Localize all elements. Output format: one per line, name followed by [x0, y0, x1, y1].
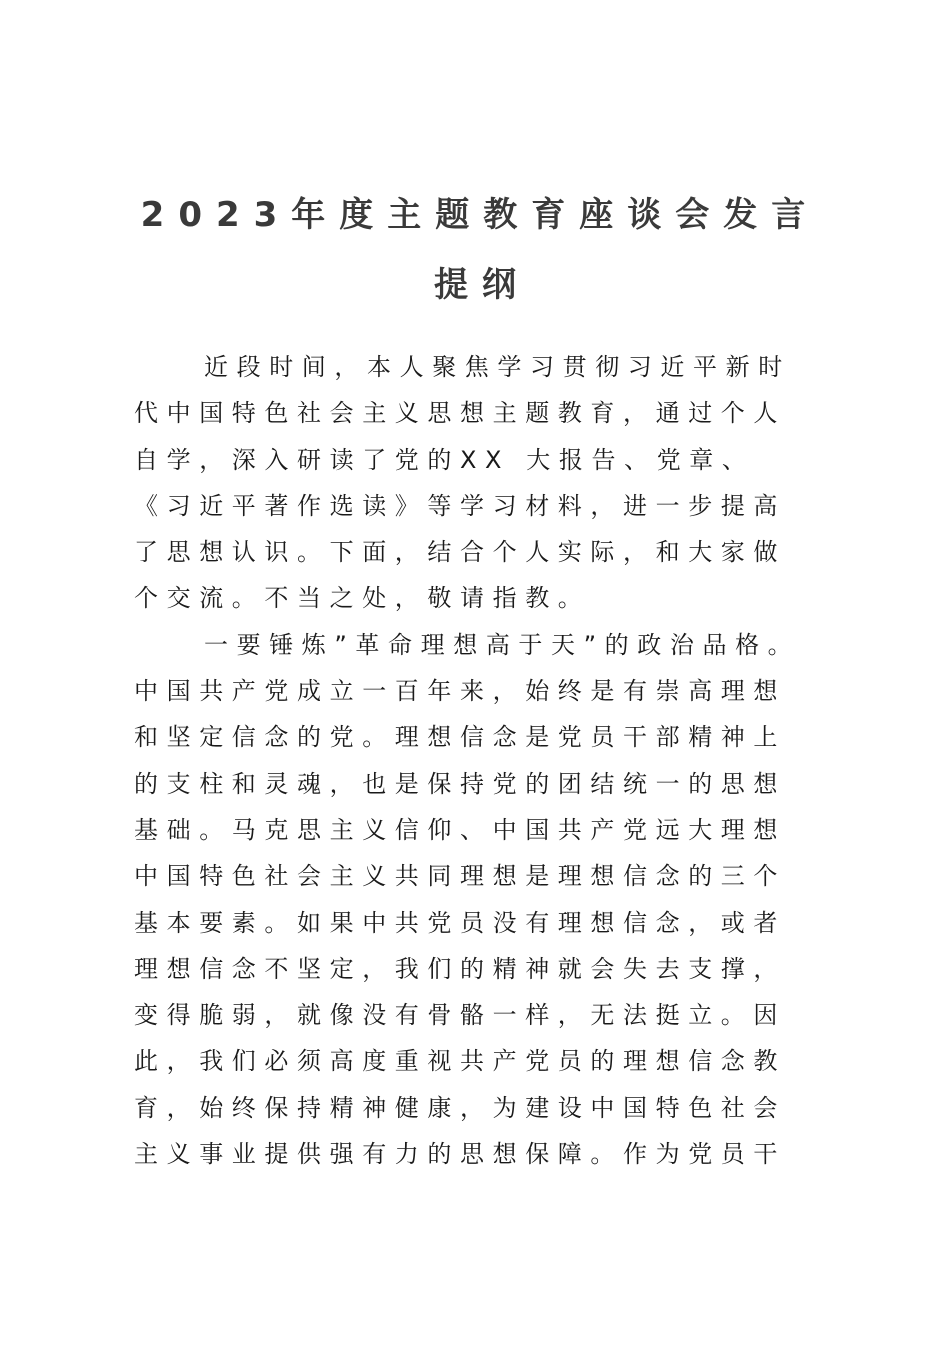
paragraph-2-line-1: 一要锤炼”革命理想高于天”的政治品格。 — [204, 630, 801, 659]
paragraph-2-line-6: 中国特色社会主义共同理想是理想信念的三个 — [134, 862, 786, 891]
paragraph-1-line-1: 近段时间，本人聚焦学习贯彻习近平新时 — [204, 353, 791, 381]
paragraph-1-line-2: 代中国特色社会主义思想主题教育，通过个人 — [134, 399, 786, 428]
paragraph-1-line-5: 了思想认识。下面，结合个人实际，和大家做 — [134, 538, 786, 567]
paragraph-2-line-8: 理想信念不坚定，我们的精神就会失去支撑， — [134, 954, 786, 983]
paragraph-1-line-4: 《习近平著作选读》等学习材料，进一步提高 — [134, 491, 786, 520]
document-body — [134, 344, 854, 1177]
paragraph-2-line-5: 基础。马克思主义信仰、中国共产党远大理想 — [134, 815, 786, 844]
paragraph-2-line-4: 的支柱和灵魂，也是保持党的团结统一的思想 — [134, 769, 786, 798]
paragraph-2-line-11: 育，始终保持精神健康，为建设中国特色社会 — [134, 1093, 786, 1122]
paragraph-2-line-2: 中国共产党成立一百年来，始终是有崇高理想 — [134, 677, 786, 706]
paragraph-2-line-7: 基本要素。如果中共党员没有理想信念，或者 — [134, 908, 786, 937]
paragraph-2-line-10: 此，我们必须高度重视共产党员的理想信念教 — [134, 1047, 786, 1076]
paragraph-2-line-3: 和坚定信念的党。理想信念是党员干部精神上 — [134, 723, 786, 752]
paragraph-1-line-6: 个交流。不当之处，敬请指教。 — [134, 584, 591, 613]
paragraph-1-line-3: 自学，深入研读了党的XX 大报告、党章、 — [134, 445, 755, 474]
paragraph-2-line-12: 主义事业提供强有力的思想保障。作为党员干 — [134, 1140, 786, 1169]
document-title-line-1: 2023年度主题教育座谈会发言 — [140, 195, 820, 235]
paragraph-2-line-9: 变得脆弱，就像没有骨骼一样，无法挺立。因 — [134, 1001, 786, 1030]
document-title-line-2: 提纲 — [434, 265, 530, 305]
